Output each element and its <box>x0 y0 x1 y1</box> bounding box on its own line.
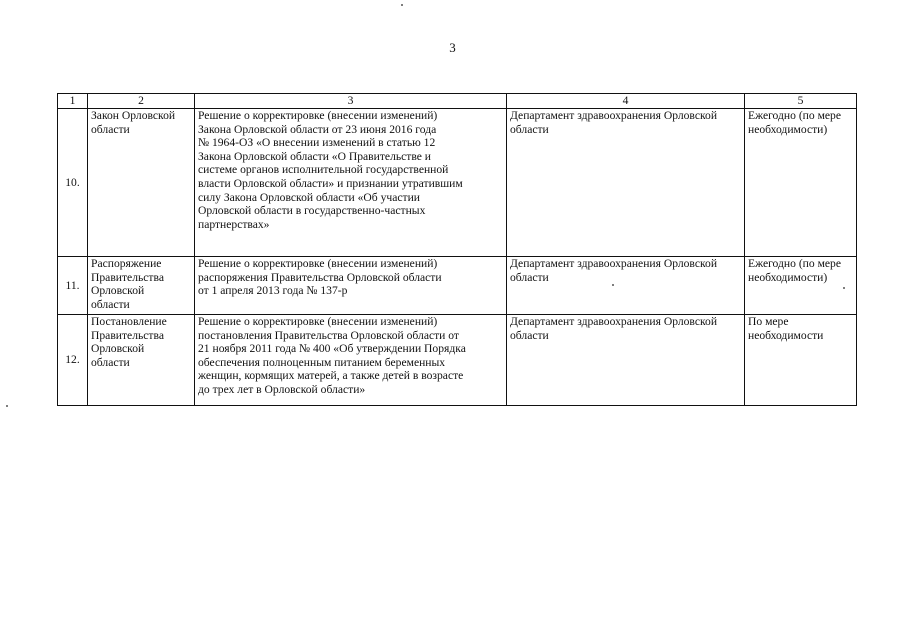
measures-table <box>57 93 857 406</box>
column-number-4: 4 <box>507 94 745 109</box>
execution-term: Ежегодно (по мере необходимости) <box>745 257 857 315</box>
row-number: 12. <box>58 315 88 406</box>
measure-description: Решение о корректировке (внесении изменений) распоряжения Правительства Орловской области от 1 апреля 2013 года № 137-р <box>195 257 507 315</box>
table-row <box>58 257 857 315</box>
scan-speck <box>612 284 614 286</box>
page-number: 3 <box>449 40 456 55</box>
document-type: Распоряжение Правительства Орловской области <box>88 257 195 315</box>
measure-description: Решение о корректировке (внесении изменений) постановления Правительства Орловской области от 21 ноября 2011 года № 400 «Об утверждении Порядка обеспечения полноценным питанием беременных женщин, кормящих матерей, а также детей в возрасте до трех лет в Орловской области» <box>195 315 507 406</box>
scan-speck <box>843 287 845 289</box>
table-row <box>58 109 857 257</box>
execution-term: Ежегодно (по мере необходимости) <box>745 109 857 257</box>
table-row <box>58 315 857 406</box>
document-type: Закон Орловской области <box>88 109 195 257</box>
responsible-executor: Департамент здравоохранения Орловской области <box>507 109 745 257</box>
column-number-row <box>58 94 857 109</box>
column-number-5: 5 <box>745 94 857 109</box>
row-number: 10. <box>58 109 88 257</box>
document-type: Постановление Правительства Орловской области <box>88 315 195 406</box>
execution-term: По мере необходимости <box>745 315 857 406</box>
responsible-executor: Департамент здравоохранения Орловской области <box>507 315 745 406</box>
responsible-executor: Департамент здравоохранения Орловской области <box>507 257 745 315</box>
row-number: 11. <box>58 257 88 315</box>
measure-description: Решение о корректировке (внесении изменений) Закона Орловской области от 23 июня 2016 года № 1964-ОЗ «О внесении изменений в статью 12 Закона Орловской области «О Правительстве и системе органов исполнительной государственной власти Орловской области» и признании утратившим силу Закона Орловской области «Об участии Орловской области в государственно-частных партнерствах» <box>195 109 507 257</box>
scan-speck <box>6 405 8 407</box>
column-number-1: 1 <box>58 94 88 109</box>
column-number-2: 2 <box>88 94 195 109</box>
column-number-3: 3 <box>195 94 507 109</box>
scan-speck <box>401 4 403 6</box>
